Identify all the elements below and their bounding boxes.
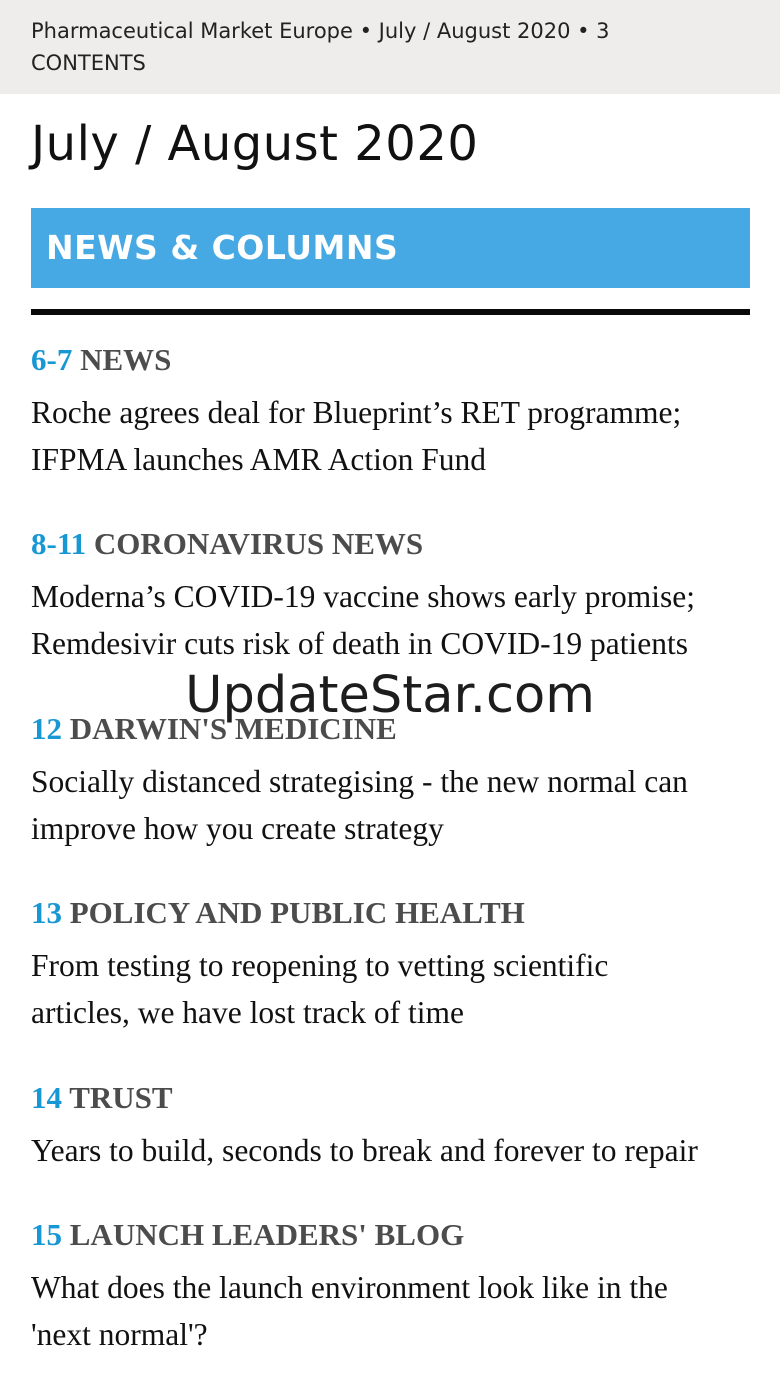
entry-description-line: articles, we have lost track of time — [31, 995, 464, 1030]
section-title: NEWS & COLUMNS — [46, 228, 399, 267]
entry-heading — [31, 895, 761, 931]
issue-title: July / August 2020 — [31, 116, 479, 172]
entry-title: NEWS — [80, 342, 172, 377]
entry-heading — [31, 1080, 761, 1116]
entry-description-line: What does the launch environment look like in the — [31, 1270, 668, 1305]
entry-description-line: IFPMA launches AMR Action Fund — [31, 442, 487, 477]
entry-description-line: improve how you create strategy — [31, 811, 444, 846]
watermark: UpdateStar.com — [185, 666, 595, 725]
entry-page-numbers: 6-7 — [31, 342, 73, 377]
contents-entry-trust[interactable] — [31, 1080, 761, 1174]
entry-description-line: Remdesivir cuts risk of death in COVID-19 patients — [31, 626, 689, 661]
contents-entry-news[interactable] — [31, 342, 761, 483]
entry-title: TRUST — [69, 1080, 173, 1115]
entry-description — [31, 1127, 761, 1174]
section-divider — [31, 309, 750, 315]
publication-line: Pharmaceutical Market Europe • July / August 2020 • 3 — [31, 19, 610, 43]
contents-entry-launch-leaders-blog[interactable] — [31, 1217, 761, 1358]
entry-page-numbers: 13 — [31, 895, 62, 930]
entry-description-line: Moderna’s COVID-19 vaccine shows early promise; — [31, 579, 695, 614]
entry-description — [31, 389, 761, 483]
entry-title: LAUNCH LEADERS' BLOG — [69, 1217, 465, 1252]
entry-title: DARWIN'S MEDICINE — [69, 711, 397, 746]
contents-entry-darwins-medicine[interactable] — [31, 711, 761, 852]
page-header-bar — [0, 0, 780, 94]
entry-page-numbers: 8-11 — [31, 526, 87, 561]
entry-heading — [31, 711, 761, 747]
entry-description-line: From testing to reopening to vetting scientific — [31, 948, 609, 983]
entry-description-line: Roche agrees deal for Blueprint’s RET programme; — [31, 395, 682, 430]
entry-description — [31, 573, 761, 667]
entry-description — [31, 758, 761, 852]
section-banner — [31, 208, 750, 288]
entry-heading — [31, 526, 761, 562]
entry-heading — [31, 1217, 761, 1253]
entry-description-line: Socially distanced strategising - the new normal can — [31, 764, 688, 799]
entry-description — [31, 942, 761, 1036]
entry-page-numbers: 14 — [31, 1080, 62, 1115]
entry-description-line: Years to build, seconds to break and forever to repair — [31, 1133, 698, 1168]
contents-entry-policy-and-public-health[interactable] — [31, 895, 761, 1036]
entry-page-numbers: 12 — [31, 711, 62, 746]
contents-entry-coronavirus-news[interactable] — [31, 526, 761, 667]
entry-description — [31, 1264, 761, 1358]
entry-title: POLICY AND PUBLIC HEALTH — [69, 895, 525, 930]
entry-heading — [31, 342, 761, 378]
entry-description-line: 'next normal'? — [31, 1317, 208, 1352]
contents-label: CONTENTS — [31, 51, 146, 75]
entry-title: CORONAVIRUS NEWS — [93, 526, 424, 561]
entry-page-numbers: 15 — [31, 1217, 62, 1252]
